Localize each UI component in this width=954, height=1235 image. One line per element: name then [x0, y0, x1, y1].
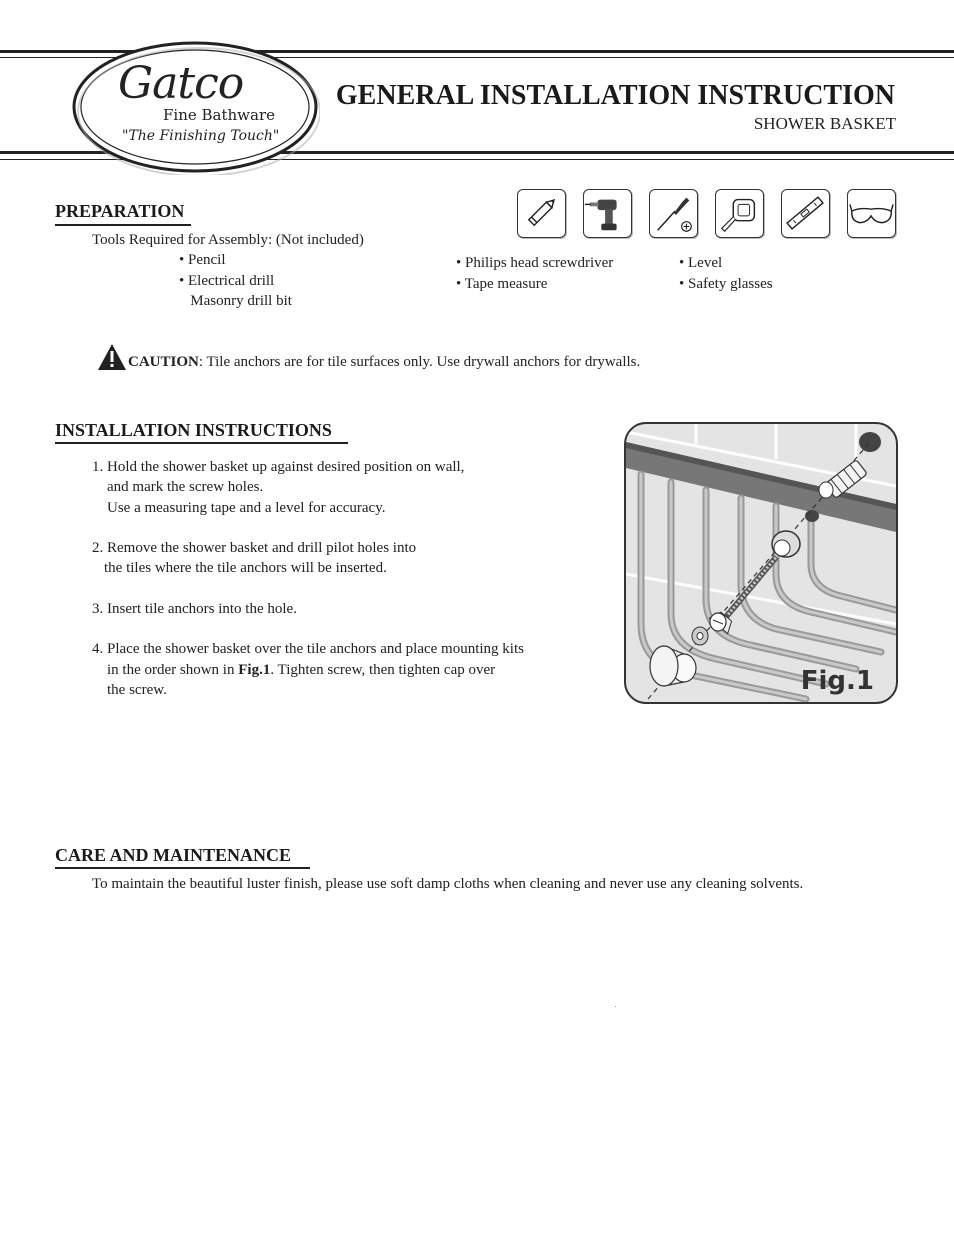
- step-1-line: 1. Hold the shower basket up against desired position on wall,: [92, 459, 465, 475]
- installation-figure: [624, 422, 898, 704]
- step-2-line: the tiles where the tile anchors will be inserted.: [104, 560, 387, 576]
- caution-text: : Tile anchors are for tile surfaces only. Use drywall anchors for drywalls.: [198, 354, 641, 370]
- preparation-heading: PREPARATION: [55, 201, 185, 221]
- tool-item: • Philips head screwdriver: [456, 255, 614, 271]
- safety-glasses-icon: [847, 189, 896, 238]
- tool-item: • Pencil: [179, 252, 226, 268]
- tool-item: • Electrical drill: [179, 273, 275, 289]
- brand-logo: [70, 40, 320, 175]
- installation-underline: [55, 442, 348, 444]
- step-1-line: Use a measuring tape and a level for accuracy.: [107, 500, 386, 516]
- step-4-line: 4. Place the shower basket over the tile anchors and place mounting kits: [92, 641, 524, 657]
- level-icon: [781, 189, 830, 238]
- step-4-text: in the order shown in: [107, 662, 239, 678]
- logo-slogan: "The Finishing Touch": [122, 128, 280, 144]
- warning-icon: [97, 343, 127, 371]
- pencil-icon: [517, 189, 566, 238]
- installation-heading: INSTALLATION INSTRUCTIONS: [55, 420, 332, 440]
- tool-item: • Tape measure: [456, 276, 548, 292]
- page-subtitle: SHOWER BASKET: [753, 114, 896, 133]
- step-2-line: 2. Remove the shower basket and drill pilot holes into: [92, 540, 417, 556]
- step-4-line: the screw.: [107, 682, 167, 698]
- page-title: GENERAL INSTALLATION INSTRUCTION: [335, 80, 895, 111]
- logo-tagline: Fine Bathware: [163, 106, 275, 124]
- tool-item: • Level: [679, 255, 723, 271]
- step-3-line: 3. Insert tile anchors into the hole.: [92, 601, 297, 617]
- step-4-text: . Tighten screw, then tighten cap over: [270, 662, 496, 678]
- care-underline: [55, 867, 310, 869]
- figure-reference: Fig.1: [238, 662, 271, 678]
- stray-dot: [615, 1006, 616, 1007]
- preparation-underline: [55, 224, 191, 226]
- care-heading: CARE AND MAINTENANCE: [55, 845, 292, 865]
- electric-drill-icon: [583, 189, 632, 238]
- caution-label: CAUTION: [128, 354, 199, 370]
- screwdriver-icon: [649, 189, 698, 238]
- tool-item: • Safety glasses: [679, 276, 773, 292]
- step-4-line: [107, 660, 495, 681]
- figure-label: Fig.1: [800, 666, 874, 696]
- care-text: To maintain the beautiful luster finish, please use soft damp cloths when cleaning and never use any cleaning solvents.: [92, 876, 804, 892]
- tool-item: Masonry drill bit: [179, 293, 292, 309]
- tools-intro: Tools Required for Assembly: (Not included): [92, 232, 364, 248]
- logo-brand: Gatco: [118, 58, 244, 109]
- step-1-line: and mark the screw holes.: [107, 479, 264, 495]
- tape-measure-icon: [715, 189, 764, 238]
- caution-line: [128, 352, 640, 373]
